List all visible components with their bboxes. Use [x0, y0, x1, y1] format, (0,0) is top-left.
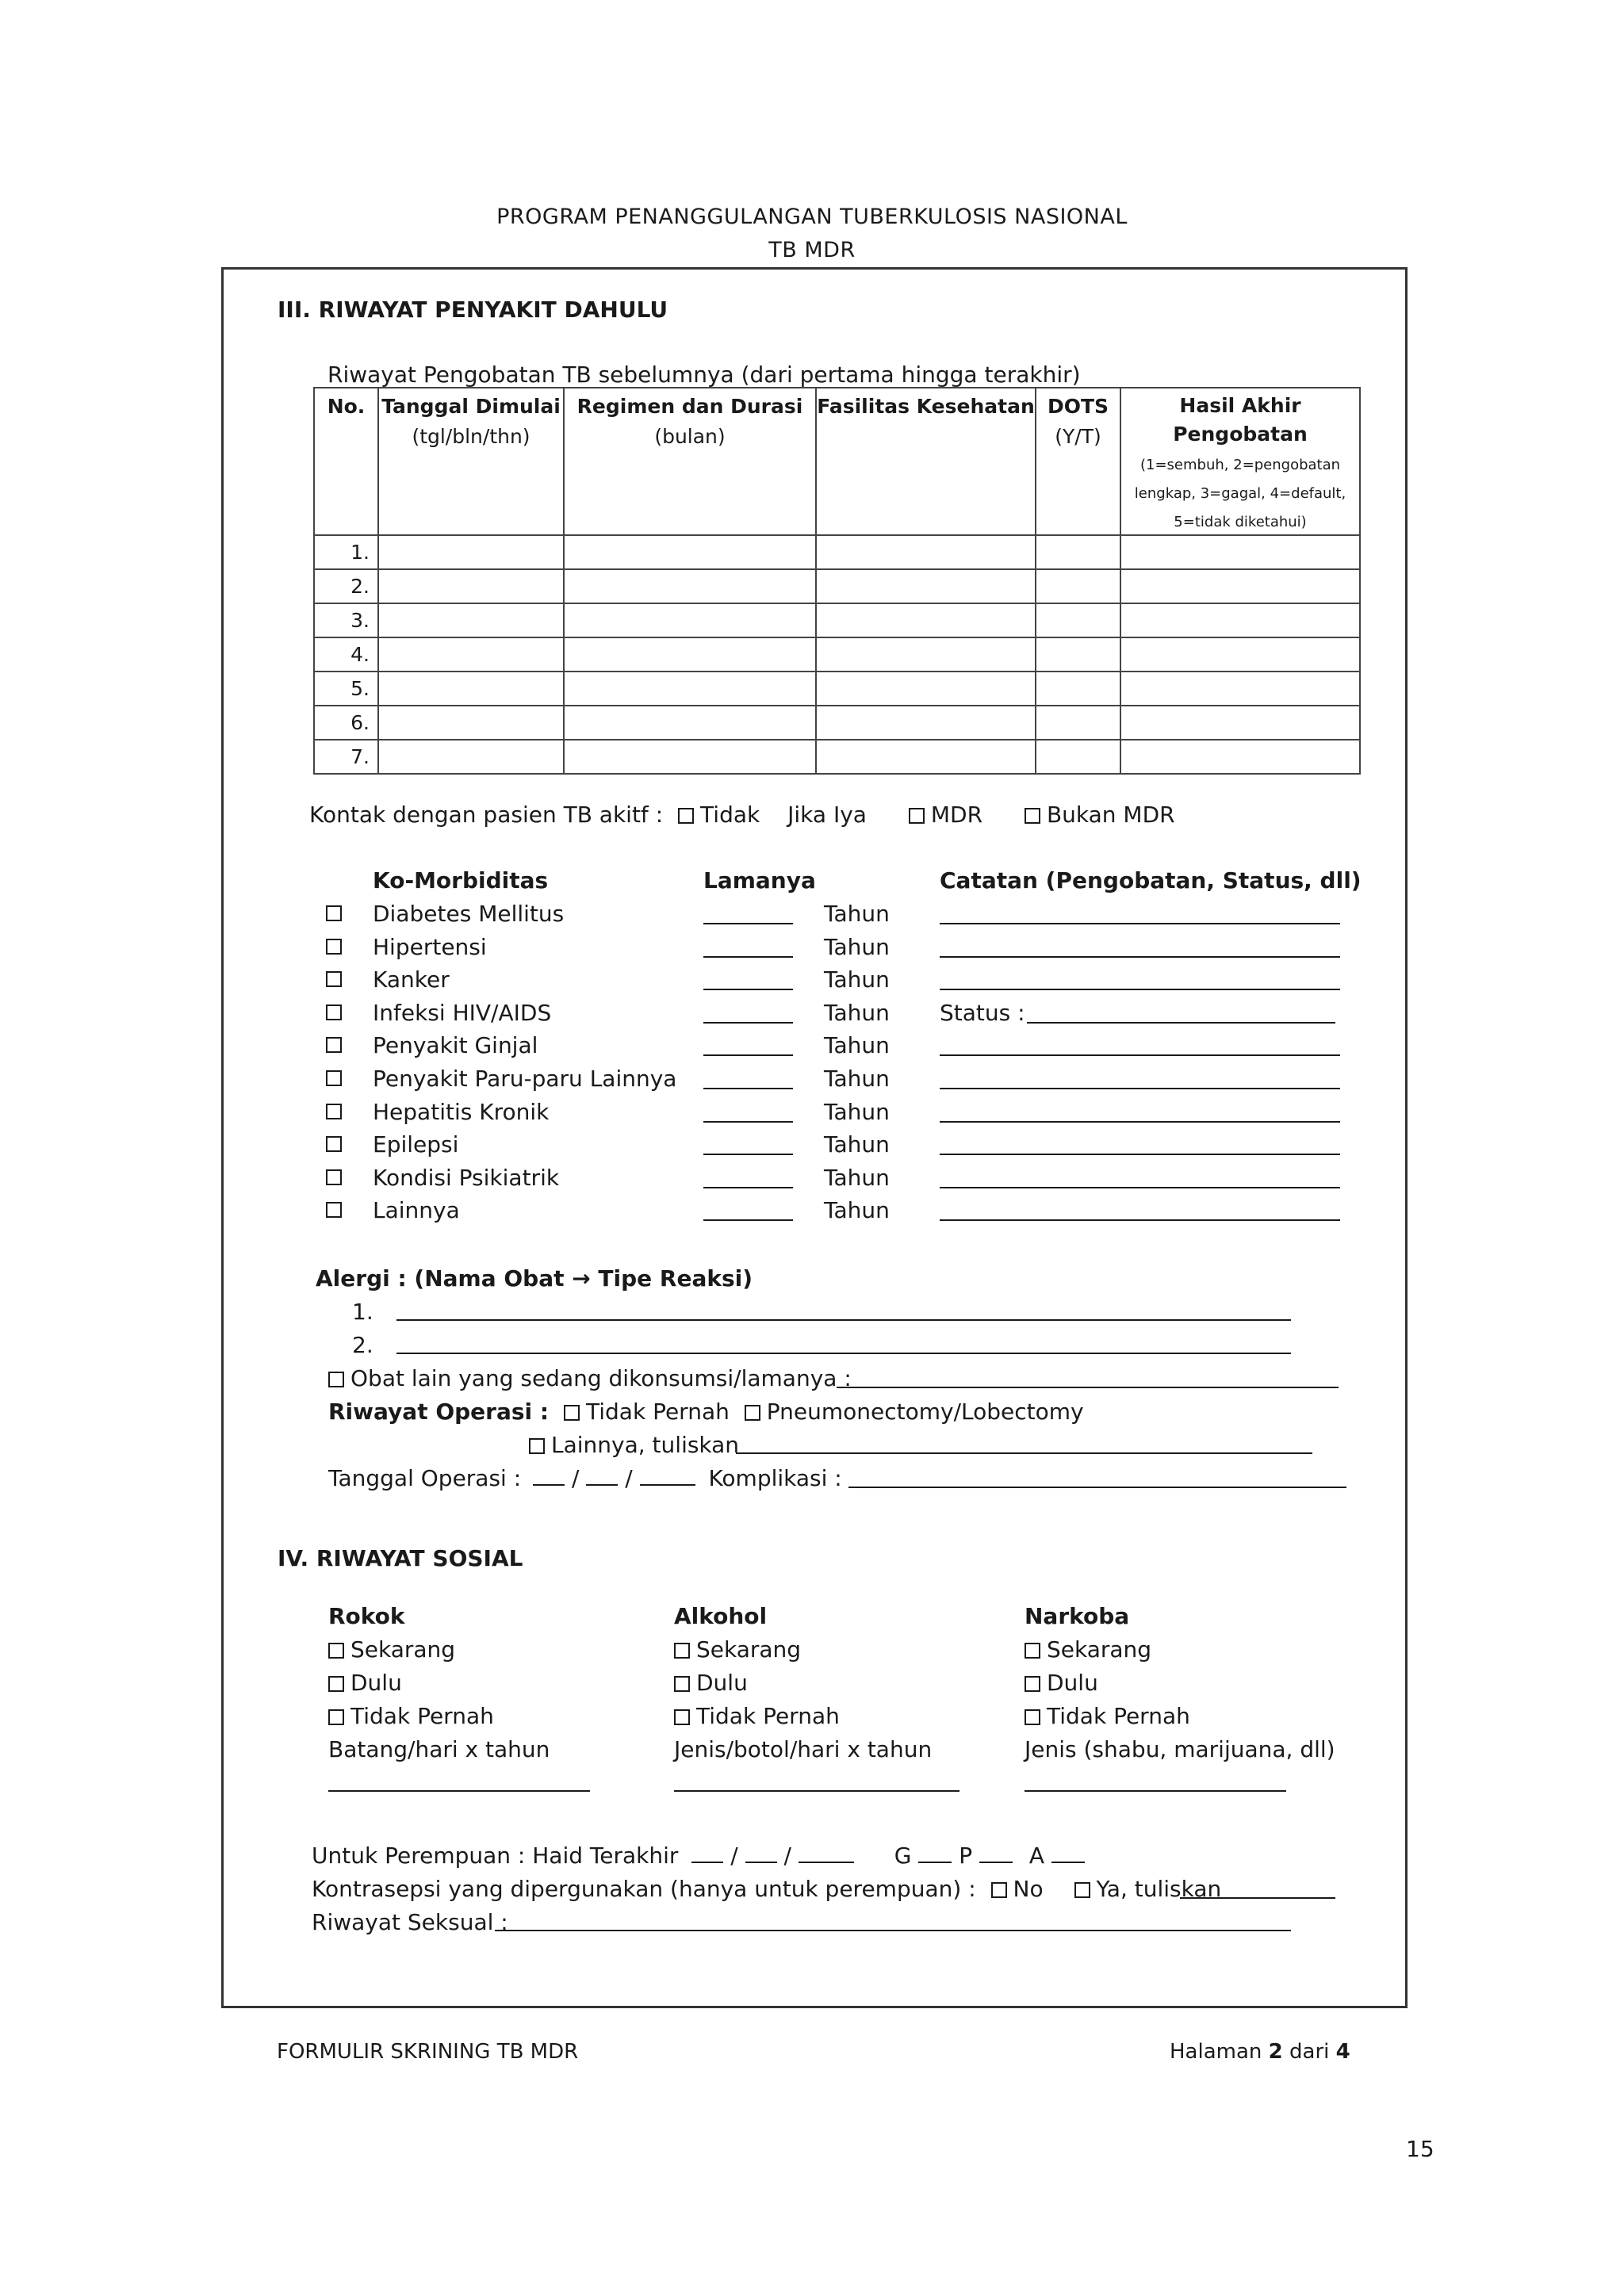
checkbox-komorbid[interactable]: [326, 1104, 342, 1119]
komplikasi-line[interactable]: [848, 1487, 1346, 1488]
status-label: Status :: [940, 999, 1025, 1026]
checkbox-rokok-option[interactable]: [328, 1676, 344, 1692]
sosial-option-label: Sekarang: [1047, 1636, 1152, 1663]
alergi-title: Alergi : (Nama Obat → Tipe Reaksi): [316, 1265, 753, 1292]
cell-dots[interactable]: [1036, 535, 1120, 569]
table-row: [314, 569, 1360, 603]
cell-hasil[interactable]: [1120, 535, 1360, 569]
a-label: A: [1028, 1843, 1045, 1869]
lamanya-field[interactable]: [703, 1154, 793, 1155]
cell-no: 5.: [314, 672, 378, 706]
tahun-label: Tahun: [824, 1098, 890, 1125]
checkbox-komorbid[interactable]: [326, 939, 342, 955]
cell-dots[interactable]: [1036, 706, 1120, 740]
haid-day-field[interactable]: [691, 1862, 723, 1863]
checkbox-komorbid[interactable]: [326, 1136, 342, 1152]
col-header-hasil: Hasil Akhir Pengobatan (1=sembuh, 2=pengobatan lengkap, 3=gagal, 4=default, 5=tidak diketahui): [1120, 388, 1360, 535]
tahun-label: Tahun: [824, 1032, 890, 1059]
cell-regimen[interactable]: [564, 672, 816, 706]
komorbid-label: Infeksi HIV/AIDS: [373, 999, 552, 1026]
sosial-option-label: Dulu: [696, 1670, 748, 1696]
sosial-option-row: [1025, 1670, 1098, 1696]
checkbox-komorbid[interactable]: [326, 1070, 342, 1086]
checkbox-obat-lain[interactable]: [328, 1372, 344, 1387]
checkbox-komorbid[interactable]: [326, 971, 342, 987]
status-field[interactable]: [1027, 1022, 1335, 1024]
checkbox-narkoba-option[interactable]: [1025, 1643, 1040, 1659]
treatment-history-table: [313, 387, 1361, 775]
p-field[interactable]: [979, 1862, 1013, 1863]
sosial-option-row: [674, 1636, 801, 1663]
riwayat-operasi-label: Riwayat Operasi :: [328, 1399, 550, 1425]
catatan-field[interactable]: [940, 1054, 1340, 1056]
cell-regimen[interactable]: [564, 569, 816, 603]
section-4-title: IV. RIWAYAT SOSIAL: [278, 1545, 523, 1571]
komorbid-label: Hepatitis Kronik: [373, 1098, 550, 1125]
cell-hasil[interactable]: [1120, 672, 1360, 706]
komplikasi-label: Komplikasi :: [708, 1465, 842, 1491]
komorbid-label: Hipertensi: [373, 933, 487, 960]
kontrasepsi-row: [312, 1876, 1221, 1902]
lamanya-field[interactable]: [703, 1121, 793, 1123]
sosial-option-label: Tidak Pernah: [350, 1703, 494, 1729]
sosial-option-label: Tidak Pernah: [1047, 1703, 1190, 1729]
cell-dots[interactable]: [1036, 603, 1120, 637]
sosial-option-label: Dulu: [350, 1670, 402, 1696]
alergi-line-2[interactable]: [396, 1353, 1291, 1354]
cell-tanggal[interactable]: [378, 603, 564, 637]
col-header-tanggal: Tanggal Dimulai (tgl/bln/thn): [378, 388, 564, 535]
sosial-title-alkohol: Alkohol: [674, 1603, 768, 1629]
cell-no: 7.: [314, 740, 378, 774]
lamanya-field[interactable]: [703, 1022, 793, 1024]
checkbox-narkoba-option[interactable]: [1025, 1709, 1040, 1725]
sosial-option-row: [328, 1670, 402, 1696]
cell-regimen[interactable]: [564, 603, 816, 637]
checkbox-rokok-option[interactable]: [328, 1709, 344, 1725]
operasi-tidak-pernah-label: Tidak Pernah: [586, 1399, 730, 1425]
lamanya-field[interactable]: [703, 1054, 793, 1056]
tahun-label: Tahun: [824, 901, 890, 927]
tanggal-operasi-day-field[interactable]: [533, 1484, 565, 1486]
komorbid-label: Diabetes Mellitus: [373, 901, 565, 927]
sosial-field-rokok[interactable]: [328, 1790, 590, 1792]
alergi-number-2: 2.: [352, 1332, 373, 1358]
cell-no: 2.: [314, 569, 378, 603]
cell-tanggal[interactable]: [378, 637, 564, 672]
table-caption: Riwayat Pengobatan TB sebelumnya (dari pertama hingga terakhir): [327, 362, 1081, 388]
cell-fasilitas[interactable]: [816, 672, 1036, 706]
obat-lain-row: [328, 1365, 852, 1391]
cell-fasilitas[interactable]: [816, 740, 1036, 774]
cell-dots[interactable]: [1036, 569, 1120, 603]
cell-dots[interactable]: [1036, 672, 1120, 706]
tanggal-operasi-row: Tanggal Operasi : / / Komplikasi :: [328, 1465, 842, 1491]
haid-year-field[interactable]: [799, 1862, 854, 1863]
lamanya-field[interactable]: [703, 1088, 793, 1089]
alergi-line-1[interactable]: [396, 1319, 1291, 1321]
sosial-title-rokok: Rokok: [328, 1603, 405, 1629]
p-label: P: [959, 1843, 973, 1869]
checkbox-alkohol-option[interactable]: [674, 1709, 690, 1725]
sosial-field-alkohol[interactable]: [674, 1790, 959, 1792]
table-row: [314, 672, 1360, 706]
komorbid-label: Penyakit Ginjal: [373, 1032, 538, 1059]
komorbid-label: Epilepsi: [373, 1131, 459, 1158]
footer-form-name: FORMULIR SKRINING TB MDR: [277, 2040, 579, 2064]
cell-tanggal[interactable]: [378, 706, 564, 740]
footer-page-current: 2: [1268, 2040, 1283, 2064]
g-field[interactable]: [918, 1862, 952, 1863]
sosial-field-narkoba[interactable]: [1025, 1790, 1286, 1792]
kontak-tidak-label: Tidak: [700, 802, 760, 828]
komorbid-label: Kondisi Psikiatrik: [373, 1164, 560, 1191]
sosial-unit-rokok: Batang/hari x tahun: [328, 1736, 550, 1762]
untuk-perempuan-row: Untuk Perempuan : Haid Terakhir / / G P A: [312, 1843, 1085, 1869]
table-row: [314, 535, 1360, 569]
cell-no: 1.: [314, 535, 378, 569]
cell-fasilitas[interactable]: [816, 706, 1036, 740]
sosial-option-label: Tidak Pernah: [696, 1703, 840, 1729]
obat-lain-line[interactable]: [837, 1387, 1339, 1388]
checkbox-komorbid[interactable]: [326, 1169, 342, 1185]
sosial-unit-alkohol: Jenis/botol/hari x tahun: [674, 1736, 933, 1762]
checkbox-operasi-pneumonectomy[interactable]: [745, 1405, 760, 1421]
lamanya-field[interactable]: [703, 956, 793, 958]
cell-tanggal[interactable]: [378, 740, 564, 774]
checkbox-kontak-bukan-mdr[interactable]: [1025, 808, 1040, 824]
checkbox-rokok-option[interactable]: [328, 1643, 344, 1659]
section-3-title: III. RIWAYAT PENYAKIT DAHULU: [278, 297, 668, 323]
obat-lain-label: Obat lain yang sedang dikonsumsi/lamanya :: [350, 1365, 852, 1391]
checkbox-operasi-tidak-pernah[interactable]: [564, 1405, 580, 1421]
checkbox-kontrasepsi-no[interactable]: [991, 1882, 1007, 1898]
tahun-label: Tahun: [824, 999, 890, 1026]
kontrasepsi-label: Kontrasepsi yang dipergunakan (hanya untuk perempuan) :: [312, 1876, 976, 1902]
col-header-regimen: Regimen dan Durasi (bulan): [564, 388, 816, 535]
sosial-option-row: [1025, 1636, 1151, 1663]
col-header-dots: DOTS (Y/T): [1036, 388, 1120, 535]
haid-month-field[interactable]: [745, 1862, 777, 1863]
sosial-option-row: [328, 1636, 455, 1663]
tahun-label: Tahun: [824, 1164, 890, 1191]
page-number: 15: [1406, 2136, 1434, 2162]
tanggal-operasi-month-field[interactable]: [586, 1484, 618, 1486]
cell-fasilitas[interactable]: [816, 535, 1036, 569]
sosial-option-row: [674, 1670, 748, 1696]
checkbox-operasi-lainnya[interactable]: [529, 1438, 545, 1454]
lamanya-field[interactable]: [703, 989, 793, 990]
kontrasepsi-ya-label: Ya, tuliskan: [1096, 1876, 1222, 1902]
cell-no: 4.: [314, 637, 378, 672]
catatan-field[interactable]: [940, 1154, 1340, 1155]
komorbid-lamanya-title: Lamanya: [703, 867, 816, 894]
kontak-label: Kontak dengan pasien TB akitf :: [309, 802, 664, 828]
kontak-mdr-label: MDR: [930, 802, 983, 828]
checkbox-alkohol-option[interactable]: [674, 1643, 690, 1659]
checkbox-komorbid[interactable]: [326, 1004, 342, 1020]
operasi-lainnya-label: Lainnya, tuliskan: [551, 1432, 740, 1458]
g-label: G: [894, 1843, 912, 1869]
cell-hasil[interactable]: [1120, 637, 1360, 672]
sosial-option-label: Sekarang: [696, 1636, 802, 1663]
operasi-lainnya-line[interactable]: [736, 1452, 1312, 1454]
komorbid-label: Penyakit Paru-paru Lainnya: [373, 1066, 677, 1092]
table-row: [314, 603, 1360, 637]
cell-regimen[interactable]: [564, 637, 816, 672]
kontak-jika-iya-label: Jika Iya: [787, 802, 867, 828]
table-row: [314, 637, 1360, 672]
table-row: [314, 706, 1360, 740]
cell-tanggal[interactable]: [378, 672, 564, 706]
catatan-field[interactable]: [940, 1219, 1340, 1221]
sosial-option-row: [1025, 1703, 1190, 1729]
tanggal-operasi-year-field[interactable]: [640, 1484, 695, 1486]
cell-no: 6.: [314, 706, 378, 740]
cell-regimen[interactable]: [564, 535, 816, 569]
catatan-field[interactable]: [940, 923, 1340, 924]
col-header-no: No.: [314, 388, 378, 535]
operasi-lainnya-row: [529, 1432, 739, 1458]
haid-terakhir-label: Untuk Perempuan : Haid Terakhir: [312, 1843, 679, 1869]
cell-fasilitas[interactable]: [816, 569, 1036, 603]
sosial-option-row: [328, 1703, 494, 1729]
kontrasepsi-no-label: No: [1013, 1876, 1044, 1902]
header-program-title: PROGRAM PENANGGULANGAN TUBERKULOSIS NASIONAL: [496, 205, 1128, 229]
sosial-unit-narkoba: Jenis (shabu, marijuana, dll): [1025, 1736, 1335, 1762]
checkbox-kontak-mdr[interactable]: [909, 808, 925, 824]
checkbox-komorbid[interactable]: [326, 905, 342, 921]
checkbox-kontak-tidak[interactable]: [678, 808, 694, 824]
alergi-number-1: 1.: [352, 1299, 373, 1325]
sosial-title-narkoba: Narkoba: [1025, 1603, 1130, 1629]
tahun-label: Tahun: [824, 966, 890, 993]
header-subtitle: TB MDR: [768, 238, 856, 262]
tahun-label: Tahun: [824, 1066, 890, 1092]
cell-regimen[interactable]: [564, 706, 816, 740]
table-header-row: [314, 388, 1360, 535]
checkbox-alkohol-option[interactable]: [674, 1676, 690, 1692]
komorbid-catatan-title: Catatan (Pengobatan, Status, dll): [940, 867, 1362, 894]
kontak-bukan-mdr-label: Bukan MDR: [1046, 802, 1175, 828]
komorbid-label: Lainnya: [373, 1197, 460, 1224]
footer-page-info: [1170, 2040, 1350, 2064]
cell-tanggal[interactable]: [378, 569, 564, 603]
cell-regimen[interactable]: [564, 740, 816, 774]
kontrasepsi-line[interactable]: [1180, 1897, 1335, 1899]
cell-hasil[interactable]: [1120, 706, 1360, 740]
footer-page-prefix: Halaman: [1170, 2040, 1269, 2064]
col-header-fasilitas: Fasilitas Kesehatan: [816, 388, 1036, 535]
operasi-pneumonectomy-label: Pneumonectomy/Lobectomy: [766, 1399, 1084, 1425]
checkbox-komorbid[interactable]: [326, 1202, 342, 1218]
checkbox-narkoba-option[interactable]: [1025, 1676, 1040, 1692]
cell-dots[interactable]: [1036, 637, 1120, 672]
lamanya-field[interactable]: [703, 1187, 793, 1188]
cell-dots[interactable]: [1036, 740, 1120, 774]
cell-hasil[interactable]: [1120, 569, 1360, 603]
sosial-option-label: Sekarang: [350, 1636, 456, 1663]
cell-fasilitas[interactable]: [816, 637, 1036, 672]
catatan-field[interactable]: [940, 956, 1340, 958]
cell-hasil[interactable]: [1120, 740, 1360, 774]
tahun-label: Tahun: [824, 933, 890, 960]
riwayat-operasi-row: [328, 1399, 1084, 1425]
sosial-option-row: [674, 1703, 840, 1729]
cell-hasil[interactable]: [1120, 603, 1360, 637]
cell-no: 3.: [314, 603, 378, 637]
riwayat-seksual-line[interactable]: [495, 1930, 1291, 1931]
kontak-row: [309, 802, 1175, 828]
a-field[interactable]: [1051, 1862, 1085, 1863]
catatan-field[interactable]: [940, 989, 1340, 990]
checkbox-kontrasepsi-ya[interactable]: [1074, 1882, 1090, 1898]
footer-page-mid: dari: [1282, 2040, 1336, 2064]
lamanya-field[interactable]: [703, 1219, 793, 1221]
riwayat-seksual-label: Riwayat Seksual :: [312, 1909, 508, 1935]
cell-fasilitas[interactable]: [816, 603, 1036, 637]
komorbid-label: Kanker: [373, 966, 450, 993]
lamanya-field[interactable]: [703, 923, 793, 924]
catatan-field[interactable]: [940, 1121, 1340, 1123]
cell-tanggal[interactable]: [378, 535, 564, 569]
sosial-option-label: Dulu: [1047, 1670, 1098, 1696]
footer-page-total: 4: [1335, 2040, 1350, 2064]
tanggal-operasi-label: Tanggal Operasi :: [328, 1465, 522, 1491]
tahun-label: Tahun: [824, 1197, 890, 1224]
checkbox-komorbid[interactable]: [326, 1037, 342, 1053]
catatan-field[interactable]: [940, 1187, 1340, 1188]
catatan-field[interactable]: [940, 1088, 1340, 1089]
tahun-label: Tahun: [824, 1131, 890, 1158]
komorbid-col-title: Ko-Morbiditas: [373, 867, 549, 894]
table-row: [314, 740, 1360, 774]
